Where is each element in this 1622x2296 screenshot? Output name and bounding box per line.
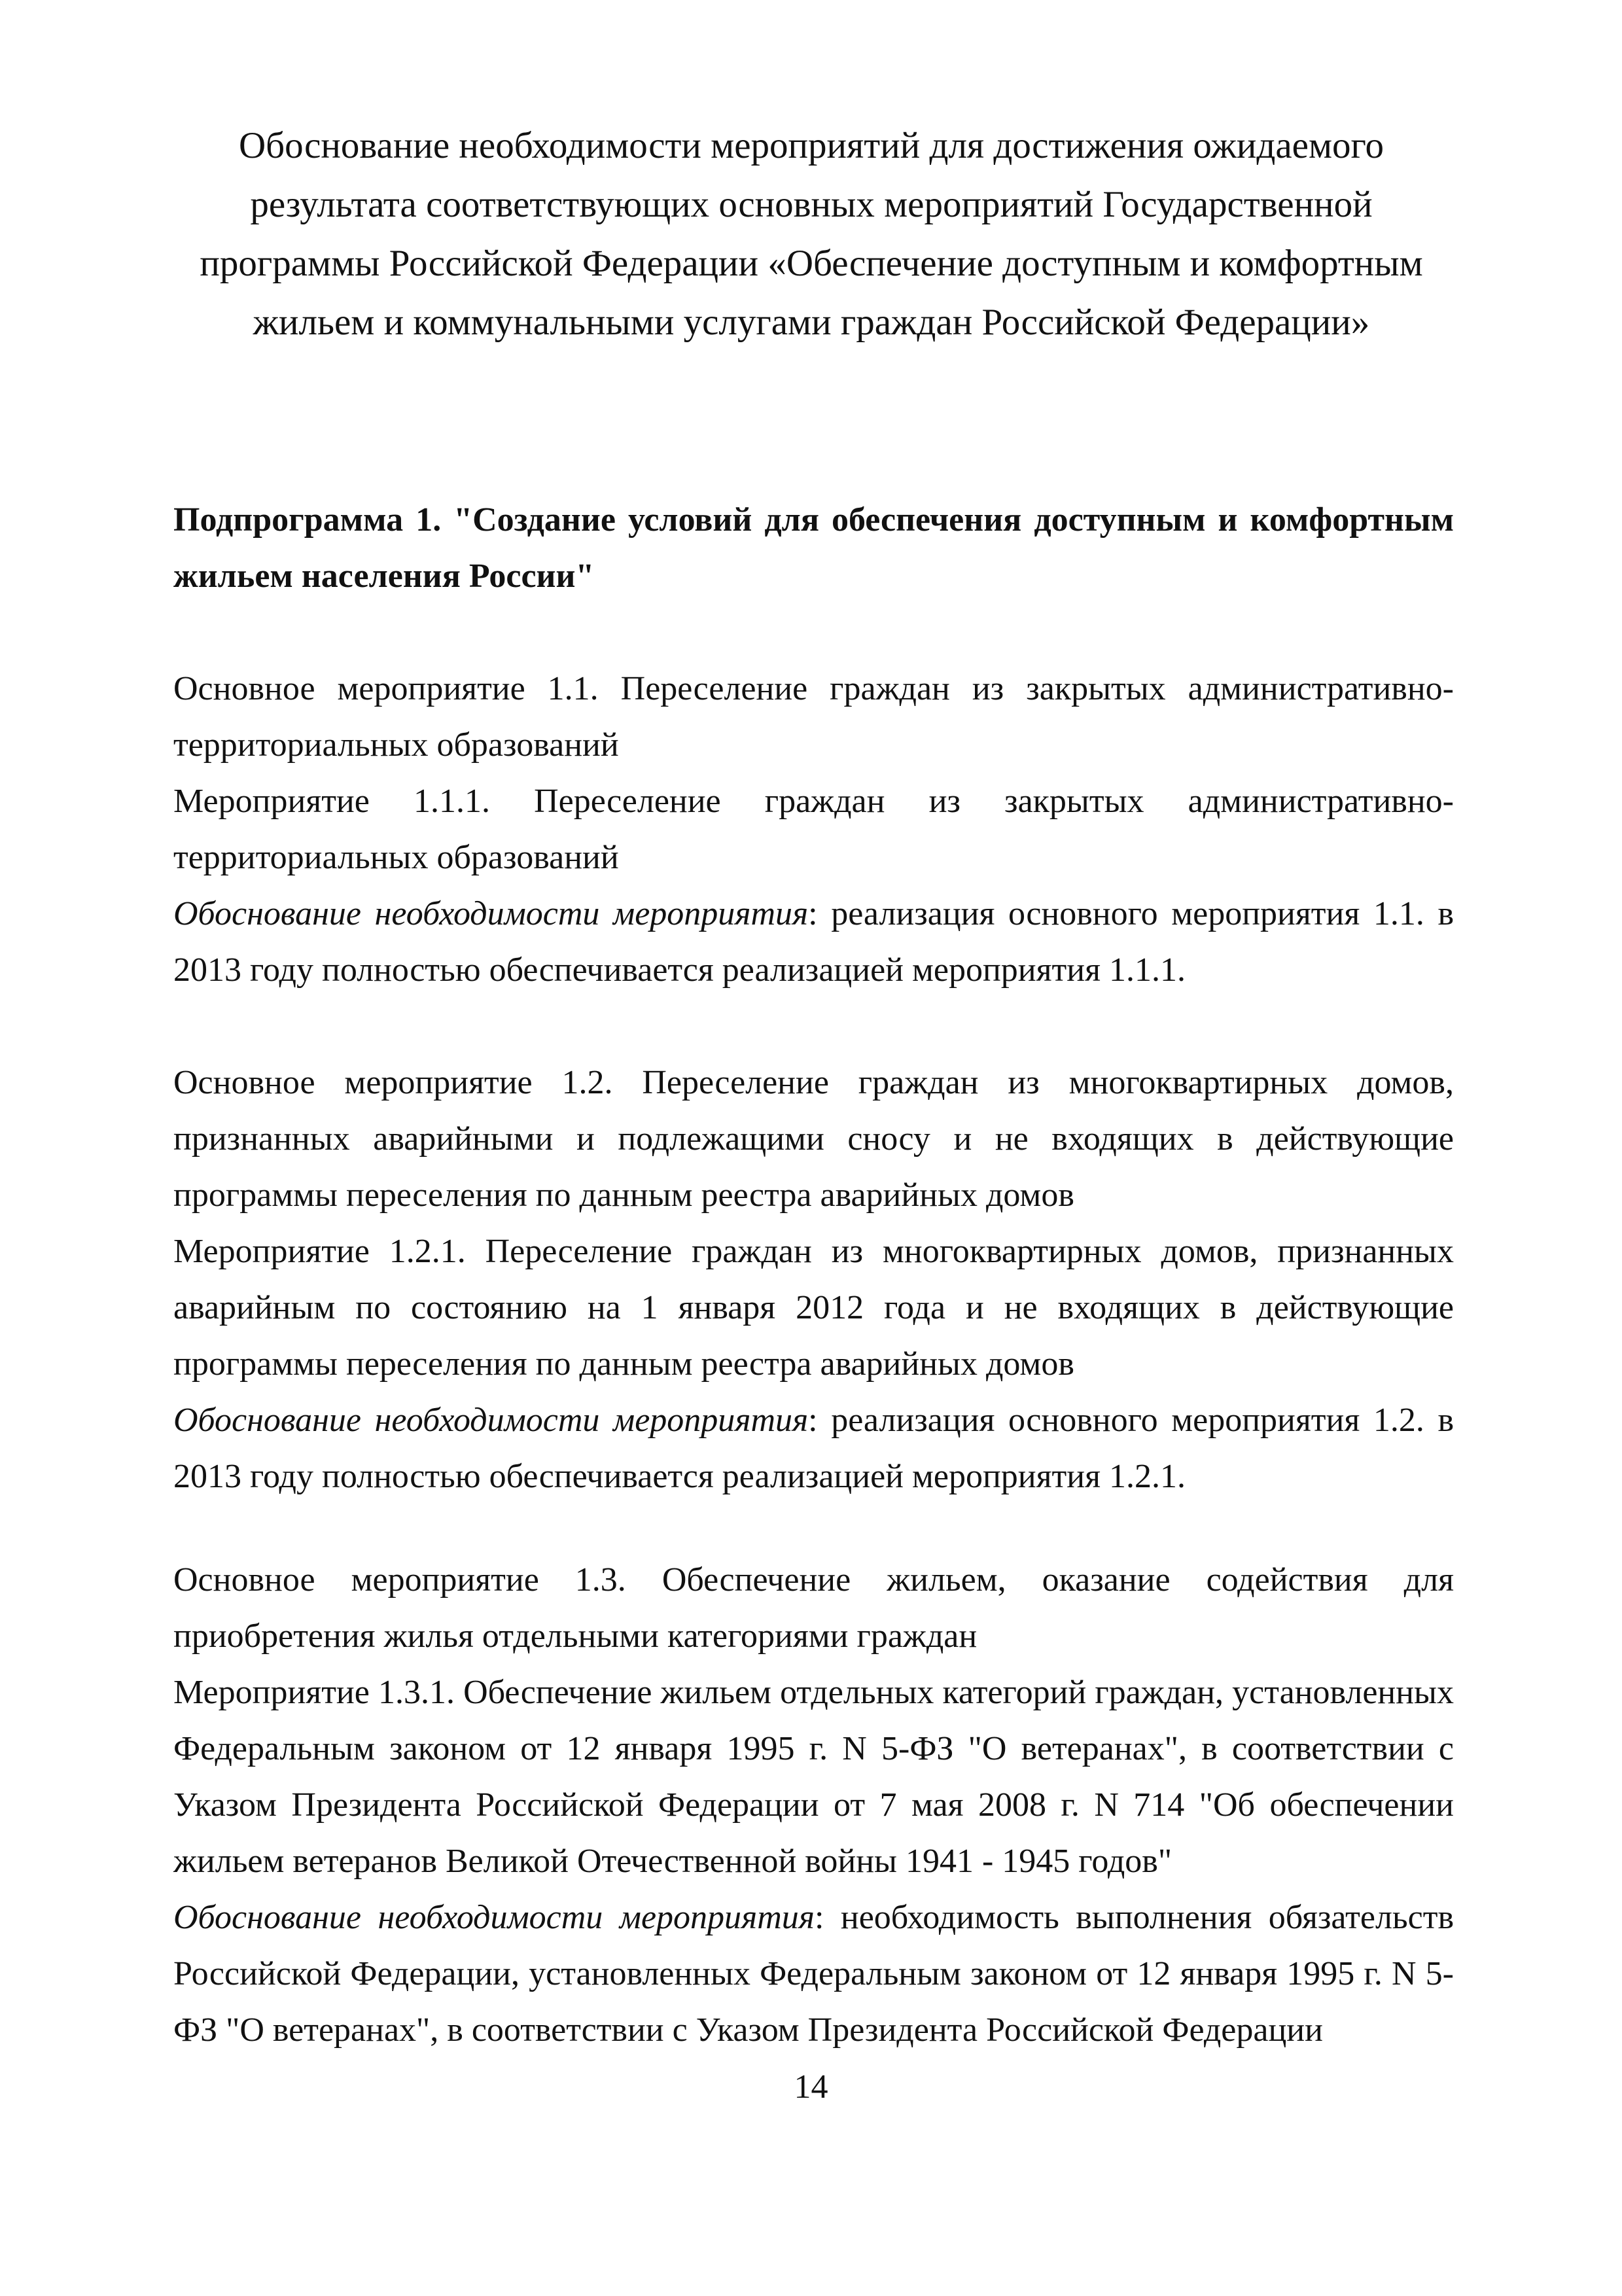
- page-title: Обоснование необходимости мероприятий для достижения ожидаемого результата соответствующих основных мероприятий Государственной программы Российской Федерации «Обеспечение доступным и комфортным жильем и коммунальными услугами граждан Российской Федерации»: [200, 125, 1423, 343]
- page-number: 14: [794, 2068, 828, 2106]
- justification-label: Обоснование необходимости мероприятия: [173, 1402, 809, 1439]
- measure: Мероприятие 1.3.1. Обеспечение жильем отдельных категорий граждан, установленных Федеральным законом от 12 января 1995 г. N 5-ФЗ "О ветеранах", в соответствии с Указом Президента Российской Федерации от 7 мая 2008 г. N 714 "Об обеспечении жильем ветеранов Великой Отечественной войны 1941 - 1945 годов": [173, 1674, 1454, 1880]
- main-measure: Основное мероприятие 1.1. Переселение граждан из закрытых административно-территориальных образований: [173, 670, 1454, 764]
- justification: [173, 1392, 1454, 1505]
- measure: Мероприятие 1.1.1. Переселение граждан из закрытых административно-территориальных образований: [173, 783, 1454, 876]
- section-3: [173, 1552, 1454, 2058]
- justification-label: Обоснование необходимости мероприятия: [173, 895, 809, 932]
- justification-text: : необходимость выполнения обязательств Российской Федерации, установленных Федеральным законом от 12 января 1995 г. N 5-ФЗ "О ветеранах", в соответствии с Указом Президента Российской Федерации: [173, 1899, 1454, 2049]
- section-1: [173, 661, 1454, 998]
- main-measure: Основное мероприятие 1.3. Обеспечение жильем, оказание содействия для приобретения жилья отдельными категориями граждан: [173, 1561, 1454, 1655]
- justification-label: Обоснование необходимости мероприятия: [173, 1899, 815, 1936]
- section-2: [173, 1055, 1454, 1505]
- justification: [173, 886, 1454, 998]
- subprogram-heading: Подпрограмма 1. "Создание условий для обеспечения доступным и комфортным жильем населения России": [173, 501, 1454, 595]
- main-measure: Основное мероприятие 1.2. Переселение граждан из многоквартирных домов, признанных аварийными и подлежащими сносу и не входящих в действующие программы переселения по данным реестра аварийных домов: [173, 1064, 1454, 1214]
- justification-text: : реализация основного мероприятия 1.1. в 2013 году полностью обеспечивается реализацией мероприятия 1.1.1.: [173, 895, 1454, 989]
- justification: [173, 1890, 1454, 2058]
- measure: Мероприятие 1.2.1. Переселение граждан из многоквартирных домов, признанных аварийным по состоянию на 1 января 2012 года и не входящих в действующие программы переселения по данным реестра аварийных домов: [173, 1233, 1454, 1383]
- justification-text: : реализация основного мероприятия 1.2. в 2013 году полностью обеспечивается реализацией мероприятия 1.2.1.: [173, 1402, 1454, 1495]
